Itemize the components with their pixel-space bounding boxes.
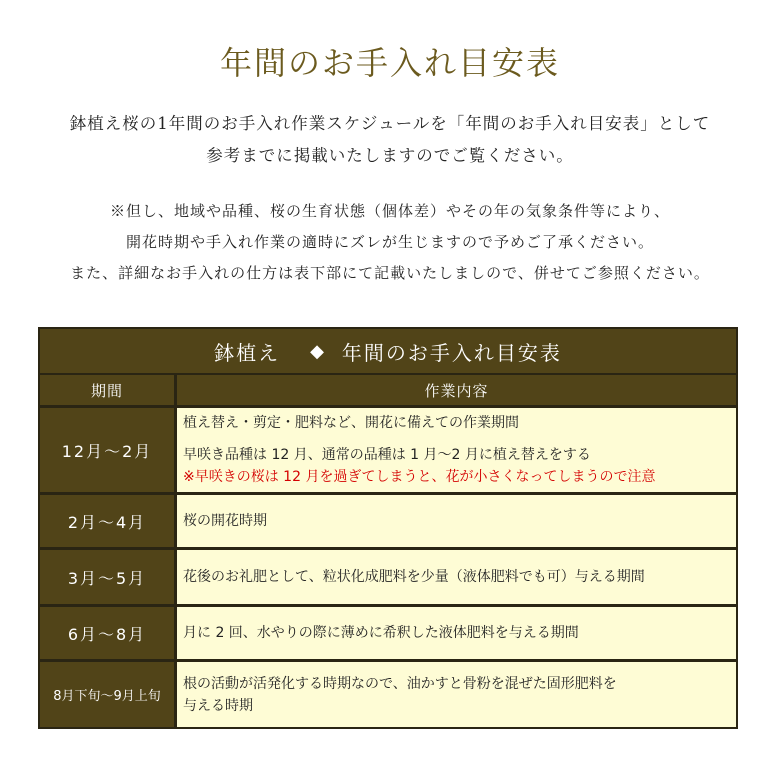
row-2-period: 2月～4月	[40, 495, 174, 547]
row-4-content	[177, 607, 736, 659]
intro-line-2: 参考までに掲載いたしますのでご覧ください。	[206, 146, 574, 165]
intro-line-1: 鉢植え桜の1年間のお手入れ作業スケジュールを「年間のお手入れ目安表」として	[69, 114, 711, 133]
row-5-period: 8月下旬～9月上旬	[40, 662, 174, 727]
row-4-period: 6月～8月	[40, 607, 174, 659]
row-3-content	[177, 550, 736, 604]
row-1-content	[177, 408, 736, 492]
row-1-period: 12月～2月	[40, 408, 174, 492]
table-title	[40, 329, 736, 373]
row-1-line-1: 植え替え・剪定・肥料など、開花に備えての作業期間	[183, 415, 519, 431]
row-2-line-1: 桜の開花時期	[183, 513, 267, 529]
row-5-content	[177, 662, 736, 727]
header-content: 作業内容	[177, 375, 736, 405]
note-line-2: 開花時期や手入れ作業の適時にズレが生じますので予めご了承ください。	[125, 233, 654, 251]
row-4-line-1: 月に 2 回、水やりの際に薄めに希釈した液体肥料を与える期間	[183, 625, 579, 641]
page-title: 年間のお手入れ目安表	[219, 44, 560, 82]
row-1-warning: ※早咲きの桜は 12 月を過ぎてしまうと、花が小さくなってしまうので注意	[183, 469, 656, 485]
notes-text	[0, 196, 780, 289]
table-title-left: 鉢植え	[214, 340, 281, 365]
row-5-line-2: 与える時期	[183, 697, 253, 714]
row-3-period: 3月～5月	[40, 550, 174, 604]
row-2-content	[177, 495, 736, 547]
table-title-right: 年間のお手入れ目安表	[341, 340, 562, 365]
intro-text	[0, 108, 780, 172]
note-line-3: また、詳細なお手入れの仕方は表下部にて記載いたしましので、併せてご参照ください。	[70, 264, 710, 282]
row-5-line-1: 根の活動が活発化する時期なので、油かすと骨粉を混ぜた固形肥料を	[183, 675, 617, 692]
diamond-icon: ◆	[310, 340, 326, 362]
row-3-line-1: 花後のお礼肥として、粒状化成肥料を少量（液体肥料でも可）与える期間	[183, 569, 645, 585]
header-period: 期間	[40, 375, 174, 405]
note-line-1: ※但し、地域や品種、桜の生育状態（個体差）やその年の気象条件等により、	[109, 202, 670, 220]
row-1-line-2: 早咲き品種は 12 月、通常の品種は 1 月～2 月に植え替えをする	[183, 447, 591, 463]
schedule-table	[38, 327, 738, 729]
